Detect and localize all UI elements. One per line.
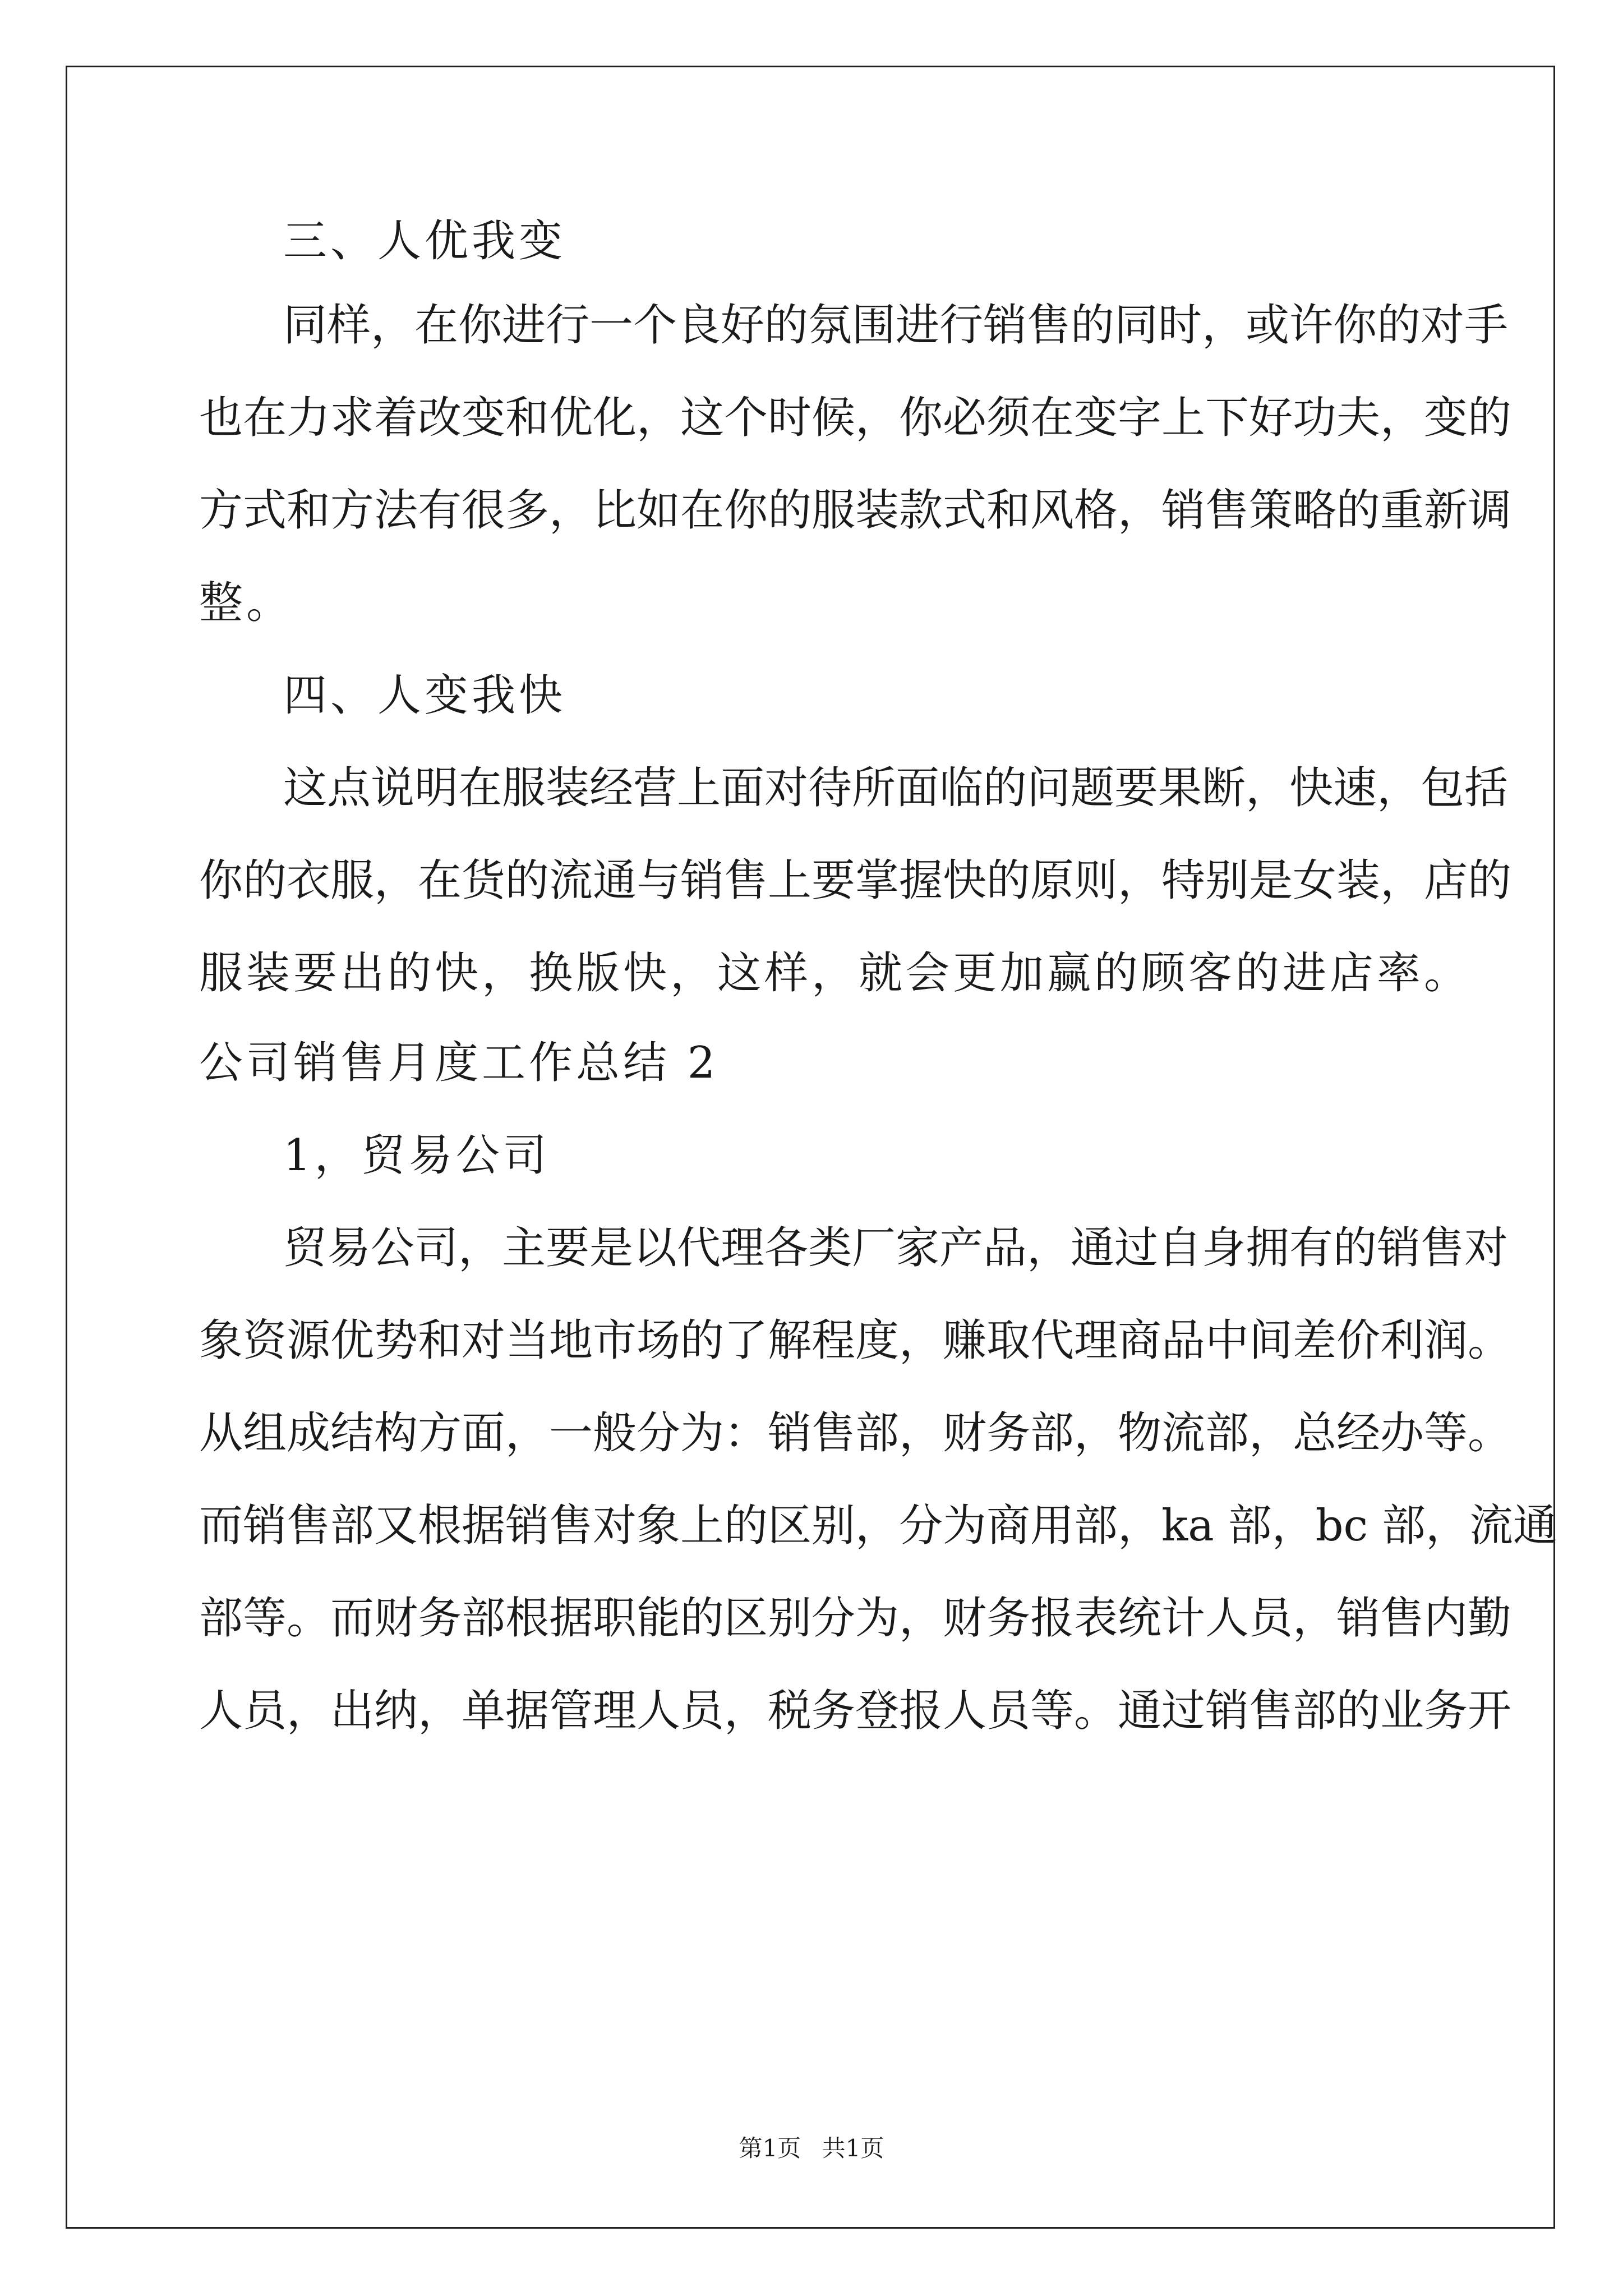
paragraph-line: 部等。而财务部根据职能的区别分为，财务报表统计人员，销售内勤 bbox=[199, 1593, 1512, 1644]
paragraph-line: 你的衣服，在货的流通与销售上要掌握快的原则，特别是女装，店的 bbox=[199, 855, 1512, 906]
page-number-current: 第1页 bbox=[739, 2134, 801, 2162]
paragraph-line: 同样，在你进行一个良好的氛围进行销售的同时，或许你的对手 bbox=[283, 300, 1509, 351]
section-heading-4: 四、人变我快 bbox=[283, 670, 566, 721]
section-heading-3: 三、人优我变 bbox=[283, 216, 566, 266]
document-title: 公司销售月度工作总结 2 bbox=[199, 1038, 719, 1088]
paragraph-line: 整。 bbox=[199, 578, 294, 628]
paragraph-line: 贸易公司，主要是以代理各类厂家产品，通过自身拥有的销售对 bbox=[283, 1223, 1509, 1273]
paragraph-line: 方式和方法有很多，比如在你的服装款式和风格，销售策略的重新调 bbox=[199, 485, 1512, 536]
paragraph-line: 服装要出的快，换版快，这样，就会更加赢的顾客的进店率。 bbox=[199, 948, 1472, 999]
page-number-total: 共1页 bbox=[822, 2134, 884, 2162]
paragraph-line: 也在力求着改变和优化，这个时候，你必须在变字上下好功夫，变的 bbox=[199, 393, 1512, 443]
paragraph-line: 这点说明在服装经营上面对待所面临的问题要果断，快速，包括 bbox=[283, 763, 1509, 813]
paragraph-line: 而销售部又根据销售对象上的区别，分为商用部，ka 部，bc 部，流通 bbox=[199, 1501, 1557, 1551]
page-footer bbox=[0, 2132, 1623, 2165]
section-heading-1: 1，贸易公司 bbox=[283, 1130, 550, 1181]
paragraph-line: 人员，出纳，单据管理人员，税务登报人员等。通过销售部的业务开 bbox=[199, 1686, 1512, 1736]
paragraph-line: 从组成结构方面，一般分为：销售部，财务部，物流部，总经办等。 bbox=[199, 1408, 1512, 1458]
paragraph-line: 象资源优势和对当地市场的了解程度，赚取代理商品中间差价利润。 bbox=[199, 1315, 1512, 1366]
